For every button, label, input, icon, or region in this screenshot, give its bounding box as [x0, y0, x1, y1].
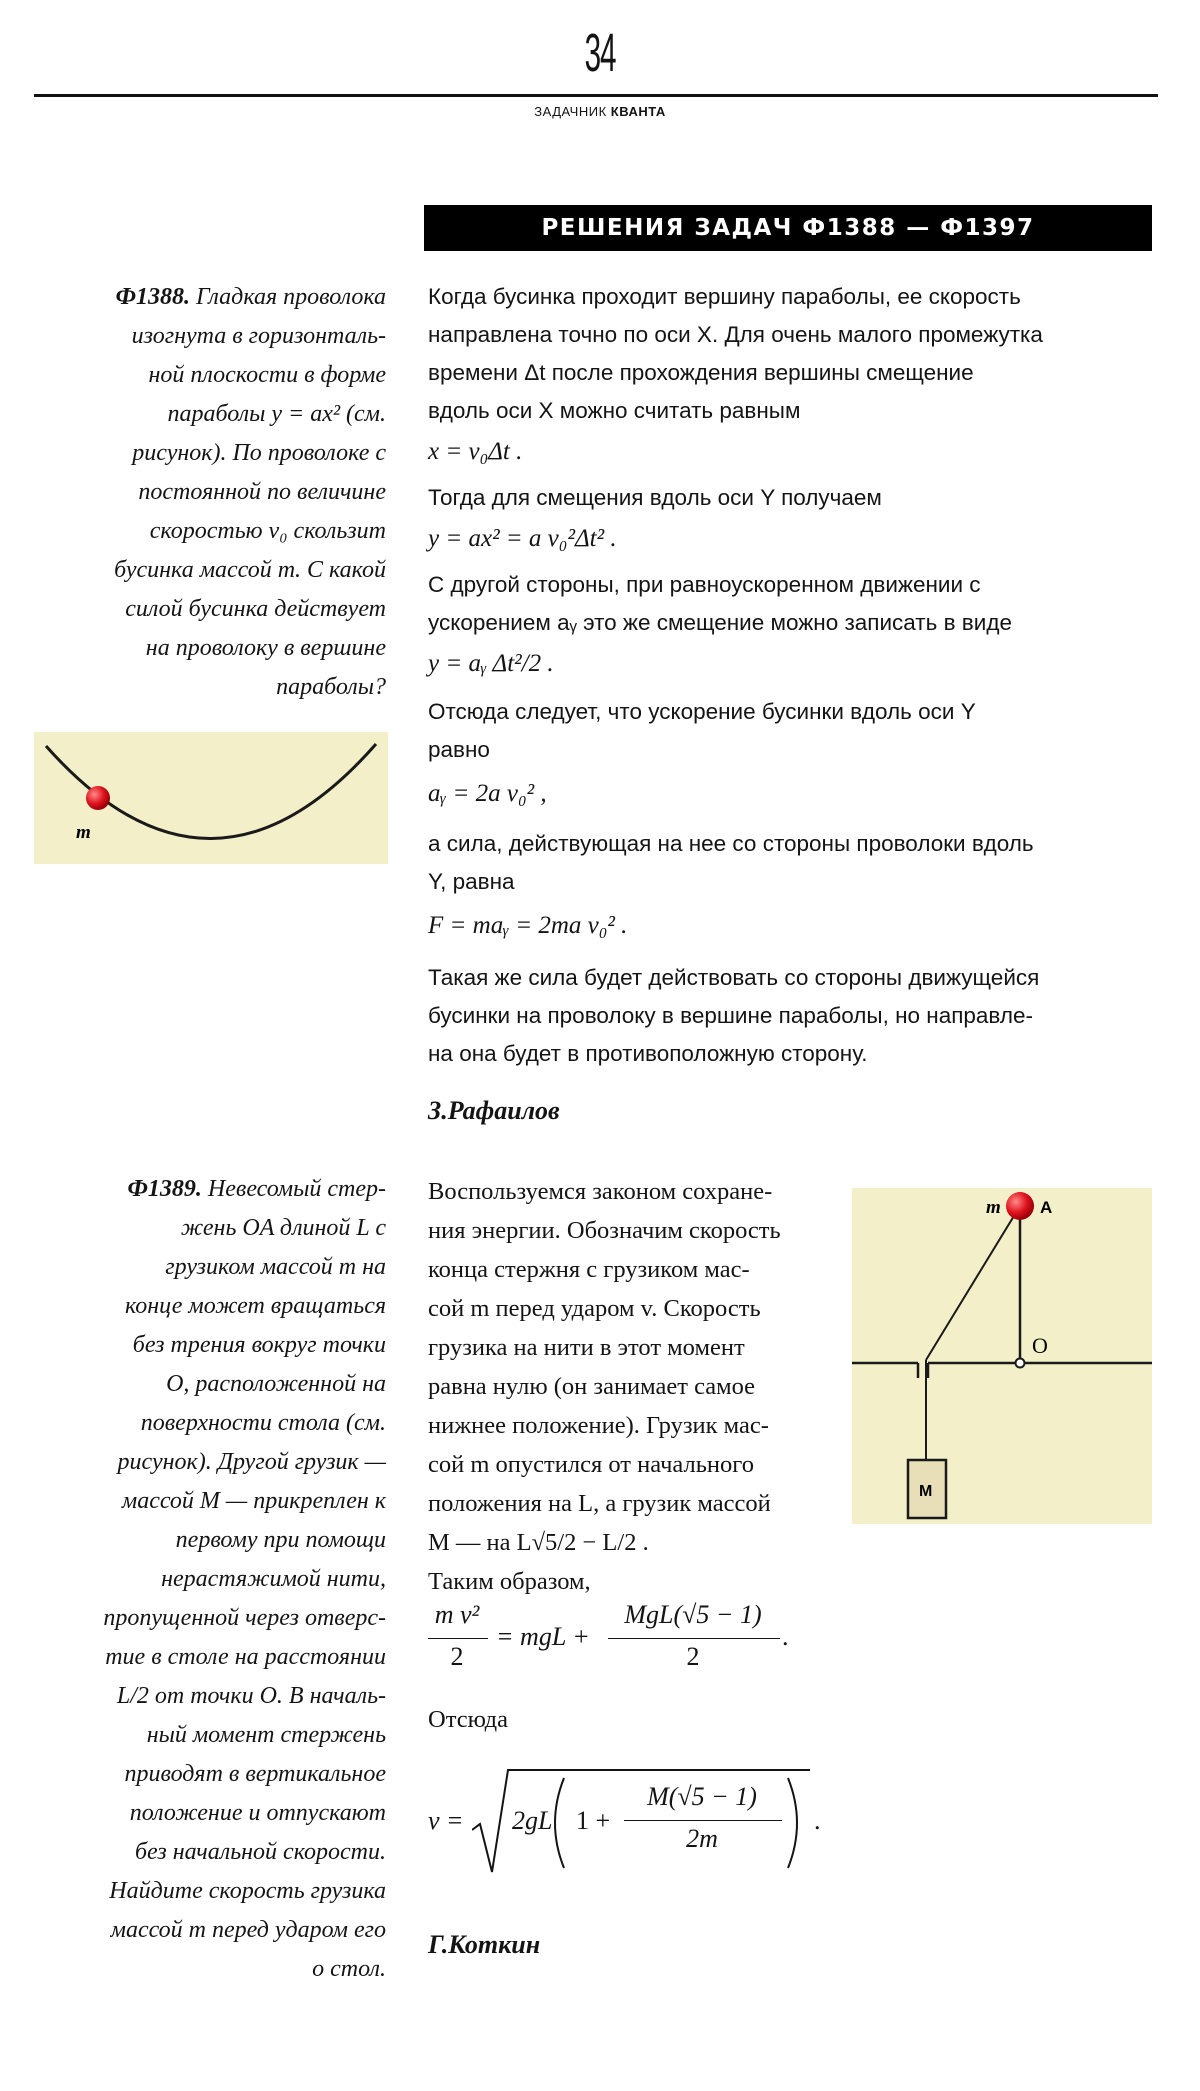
page-number: 34	[584, 23, 616, 83]
statement-line: без трения вокруг точки	[132, 1332, 386, 1358]
statement-line: рисунок). По проволоке с	[132, 440, 386, 466]
solution-line: Такая же сила будет действовать со стороны движущейся	[428, 965, 1040, 990]
author-kotkin: Г.Коткин	[428, 1930, 541, 1959]
solution-line: сой m опустился от начального	[428, 1451, 754, 1478]
eq-period: .	[814, 1806, 821, 1835]
equation-3: y = aᵧ Δt²/2 .	[428, 650, 554, 677]
header-rule	[34, 94, 1158, 97]
equation-4: aᵧ = 2a v₀² ,	[428, 780, 547, 807]
eq-v-inner: 2gL	[512, 1806, 553, 1835]
statement-line: массой M — прикреплен к	[121, 1488, 386, 1514]
solution-line: времени Δt после прохождения вершины смещение	[428, 360, 974, 385]
label-A: A	[1040, 1198, 1053, 1217]
solution-line: а сила, действующая на нее со стороны проволоки вдоль	[428, 831, 1034, 856]
solution-line: Y, равна	[428, 869, 515, 894]
statement-line: изогнута в горизонталь-	[131, 323, 386, 349]
eq-middle: = mgL +	[496, 1622, 590, 1651]
solution-line: нижнее положение). Грузик мас-	[428, 1412, 769, 1439]
eq-v-one: 1 +	[576, 1806, 611, 1835]
problem-1388-statement	[30, 278, 386, 707]
solution-line: равна нулю (он занимает самое	[428, 1373, 756, 1400]
fraction-bar	[428, 1638, 488, 1639]
statement-line: параболы?	[276, 674, 386, 700]
bead-m	[1006, 1192, 1034, 1220]
statement-line: параболы y = ax² (см.	[167, 401, 386, 427]
rod-figure	[852, 1188, 1152, 1524]
solution-line: Когда бусинка проходит вершину параболы, ее скорость	[428, 284, 1021, 309]
eq-v-denominator: 2m	[686, 1824, 718, 1853]
solution-line: Тогда для смещения вдоль оси Y получаем	[428, 485, 882, 510]
statement-line: рисунок). Другой грузик —	[117, 1449, 386, 1475]
thread	[926, 1206, 1020, 1360]
solution-line: ускорением aᵧ это же смещение можно записать в виде	[428, 610, 1012, 635]
equation-1: x = v₀Δt .	[428, 438, 523, 465]
parabola-diagram	[34, 732, 388, 864]
solution-line: ния энергии. Обозначим скорость	[428, 1217, 781, 1244]
statement-line: положение и отпускают	[129, 1800, 386, 1826]
statement-line: скоростью v₀ скользит	[149, 518, 386, 544]
fraction-bar	[624, 1820, 782, 1821]
running-head	[0, 104, 1200, 119]
statement-line: приводят в вертикальное	[124, 1761, 386, 1787]
solution-line: M — на L√5/2 − L/2 .	[428, 1529, 649, 1556]
solution-1388	[428, 278, 1163, 1073]
solution-line: на она будет в противоположную сторону.	[428, 1041, 868, 1066]
solution-line: С другой стороны, при равноускоренном движении с	[428, 572, 981, 597]
eq-rhs-numerator: MgL(√5 − 1)	[624, 1600, 762, 1629]
eq-v-numerator: M(√5 − 1)	[647, 1782, 757, 1811]
statement-line: первому при помощи	[175, 1527, 386, 1553]
problem-1389-statement	[30, 1170, 386, 1989]
solution-line: направлена точно по оси X. Для очень малого промежутка	[428, 322, 1043, 347]
statement-line: о стол.	[312, 1956, 386, 1982]
eq-lhs-numerator: m v²	[434, 1600, 480, 1629]
eq-period: .	[782, 1622, 789, 1651]
solution-line: равно	[428, 737, 490, 762]
running-head-prefix: ЗАДАЧНИК	[534, 104, 611, 119]
statement-line: ной плоскости в форме	[148, 362, 386, 388]
solution-line-otsyuda: Отсюда	[428, 1706, 508, 1733]
problem-1388-label: Ф1388.	[115, 284, 191, 310]
solution-line: Отсюда следует, что ускорение бусинки вдоль оси Y	[428, 699, 976, 724]
section-title: РЕШЕНИЯ ЗАДАЧ Ф1388 — Ф1397	[424, 205, 1152, 251]
statement-line: Невесомый стер-	[207, 1176, 386, 1202]
eq-rhs-denominator: 2	[686, 1642, 700, 1671]
solution-line: вдоль оси X можно считать равным	[428, 398, 801, 423]
equation-2: y = ax² = a v₀²Δt² .	[428, 525, 617, 552]
rod-diagram	[852, 1188, 1152, 1524]
statement-line: ный момент стержень	[146, 1722, 386, 1748]
solution-1389	[428, 1172, 838, 1601]
statement-line: без начальной скорости.	[134, 1839, 386, 1865]
author-rafailov: З.Рафаилов	[428, 1096, 560, 1125]
solution-line: конца стержня с грузиком мас-	[428, 1256, 750, 1283]
fraction-bar	[608, 1638, 780, 1639]
solution-line: бусинки на проволоку в вершине параболы, но направле-	[428, 1003, 1033, 1028]
statement-line: Гладкая проволока	[196, 284, 386, 310]
solution-line: Воспользуемся законом сохране-	[428, 1178, 773, 1205]
statement-line: пропущенной через отверс-	[103, 1605, 386, 1631]
label-O: O	[1032, 1333, 1048, 1358]
statement-line: конце может вращаться	[124, 1293, 386, 1319]
bead	[86, 786, 110, 810]
statement-line: тие в столе на расстоянии	[105, 1644, 386, 1670]
mass-label: m	[76, 822, 91, 843]
statement-line: жень OA длиной L с	[180, 1215, 386, 1241]
eq-v-prefix: v =	[428, 1806, 464, 1835]
label-m: m	[986, 1197, 1001, 1218]
statement-line: поверхности стола (см.	[140, 1410, 386, 1436]
solution-line: грузика на нити в этот момент	[428, 1334, 745, 1361]
running-head-brand: КВАНТА	[610, 104, 666, 119]
problem-1389-label: Ф1389.	[127, 1176, 202, 1202]
statement-line: массой m перед ударом его	[110, 1917, 386, 1943]
statement-line: грузиком массой m на	[165, 1254, 386, 1280]
statement-line: нерастяжимой нити,	[161, 1566, 386, 1592]
pivot-point	[1016, 1359, 1025, 1368]
parabola-figure	[34, 732, 388, 864]
solution-line: сой m перед ударом v. Скорость	[428, 1295, 761, 1322]
statement-line: постоянной по величине	[138, 479, 386, 505]
statement-line: Найдите скорость грузика	[109, 1878, 386, 1904]
energy-equation	[428, 1600, 798, 1688]
statement-line: бусинка массой m. С какой	[114, 557, 386, 583]
eq-lhs-denominator: 2	[450, 1642, 464, 1671]
statement-line: силой бусинка действует	[125, 596, 386, 622]
velocity-equation	[428, 1768, 828, 1878]
label-M: M	[919, 1483, 933, 1500]
statement-line: O, расположенной на	[166, 1371, 386, 1397]
statement-line: L/2 от точки O. В началь-	[116, 1683, 386, 1709]
solution-line: положения на L, а грузик массой	[428, 1490, 771, 1517]
solution-line: Таким образом,	[428, 1568, 591, 1595]
equation-5: F = maᵧ = 2ma v₀² .	[428, 912, 628, 939]
statement-line: на проволоку в вершине	[145, 635, 386, 661]
